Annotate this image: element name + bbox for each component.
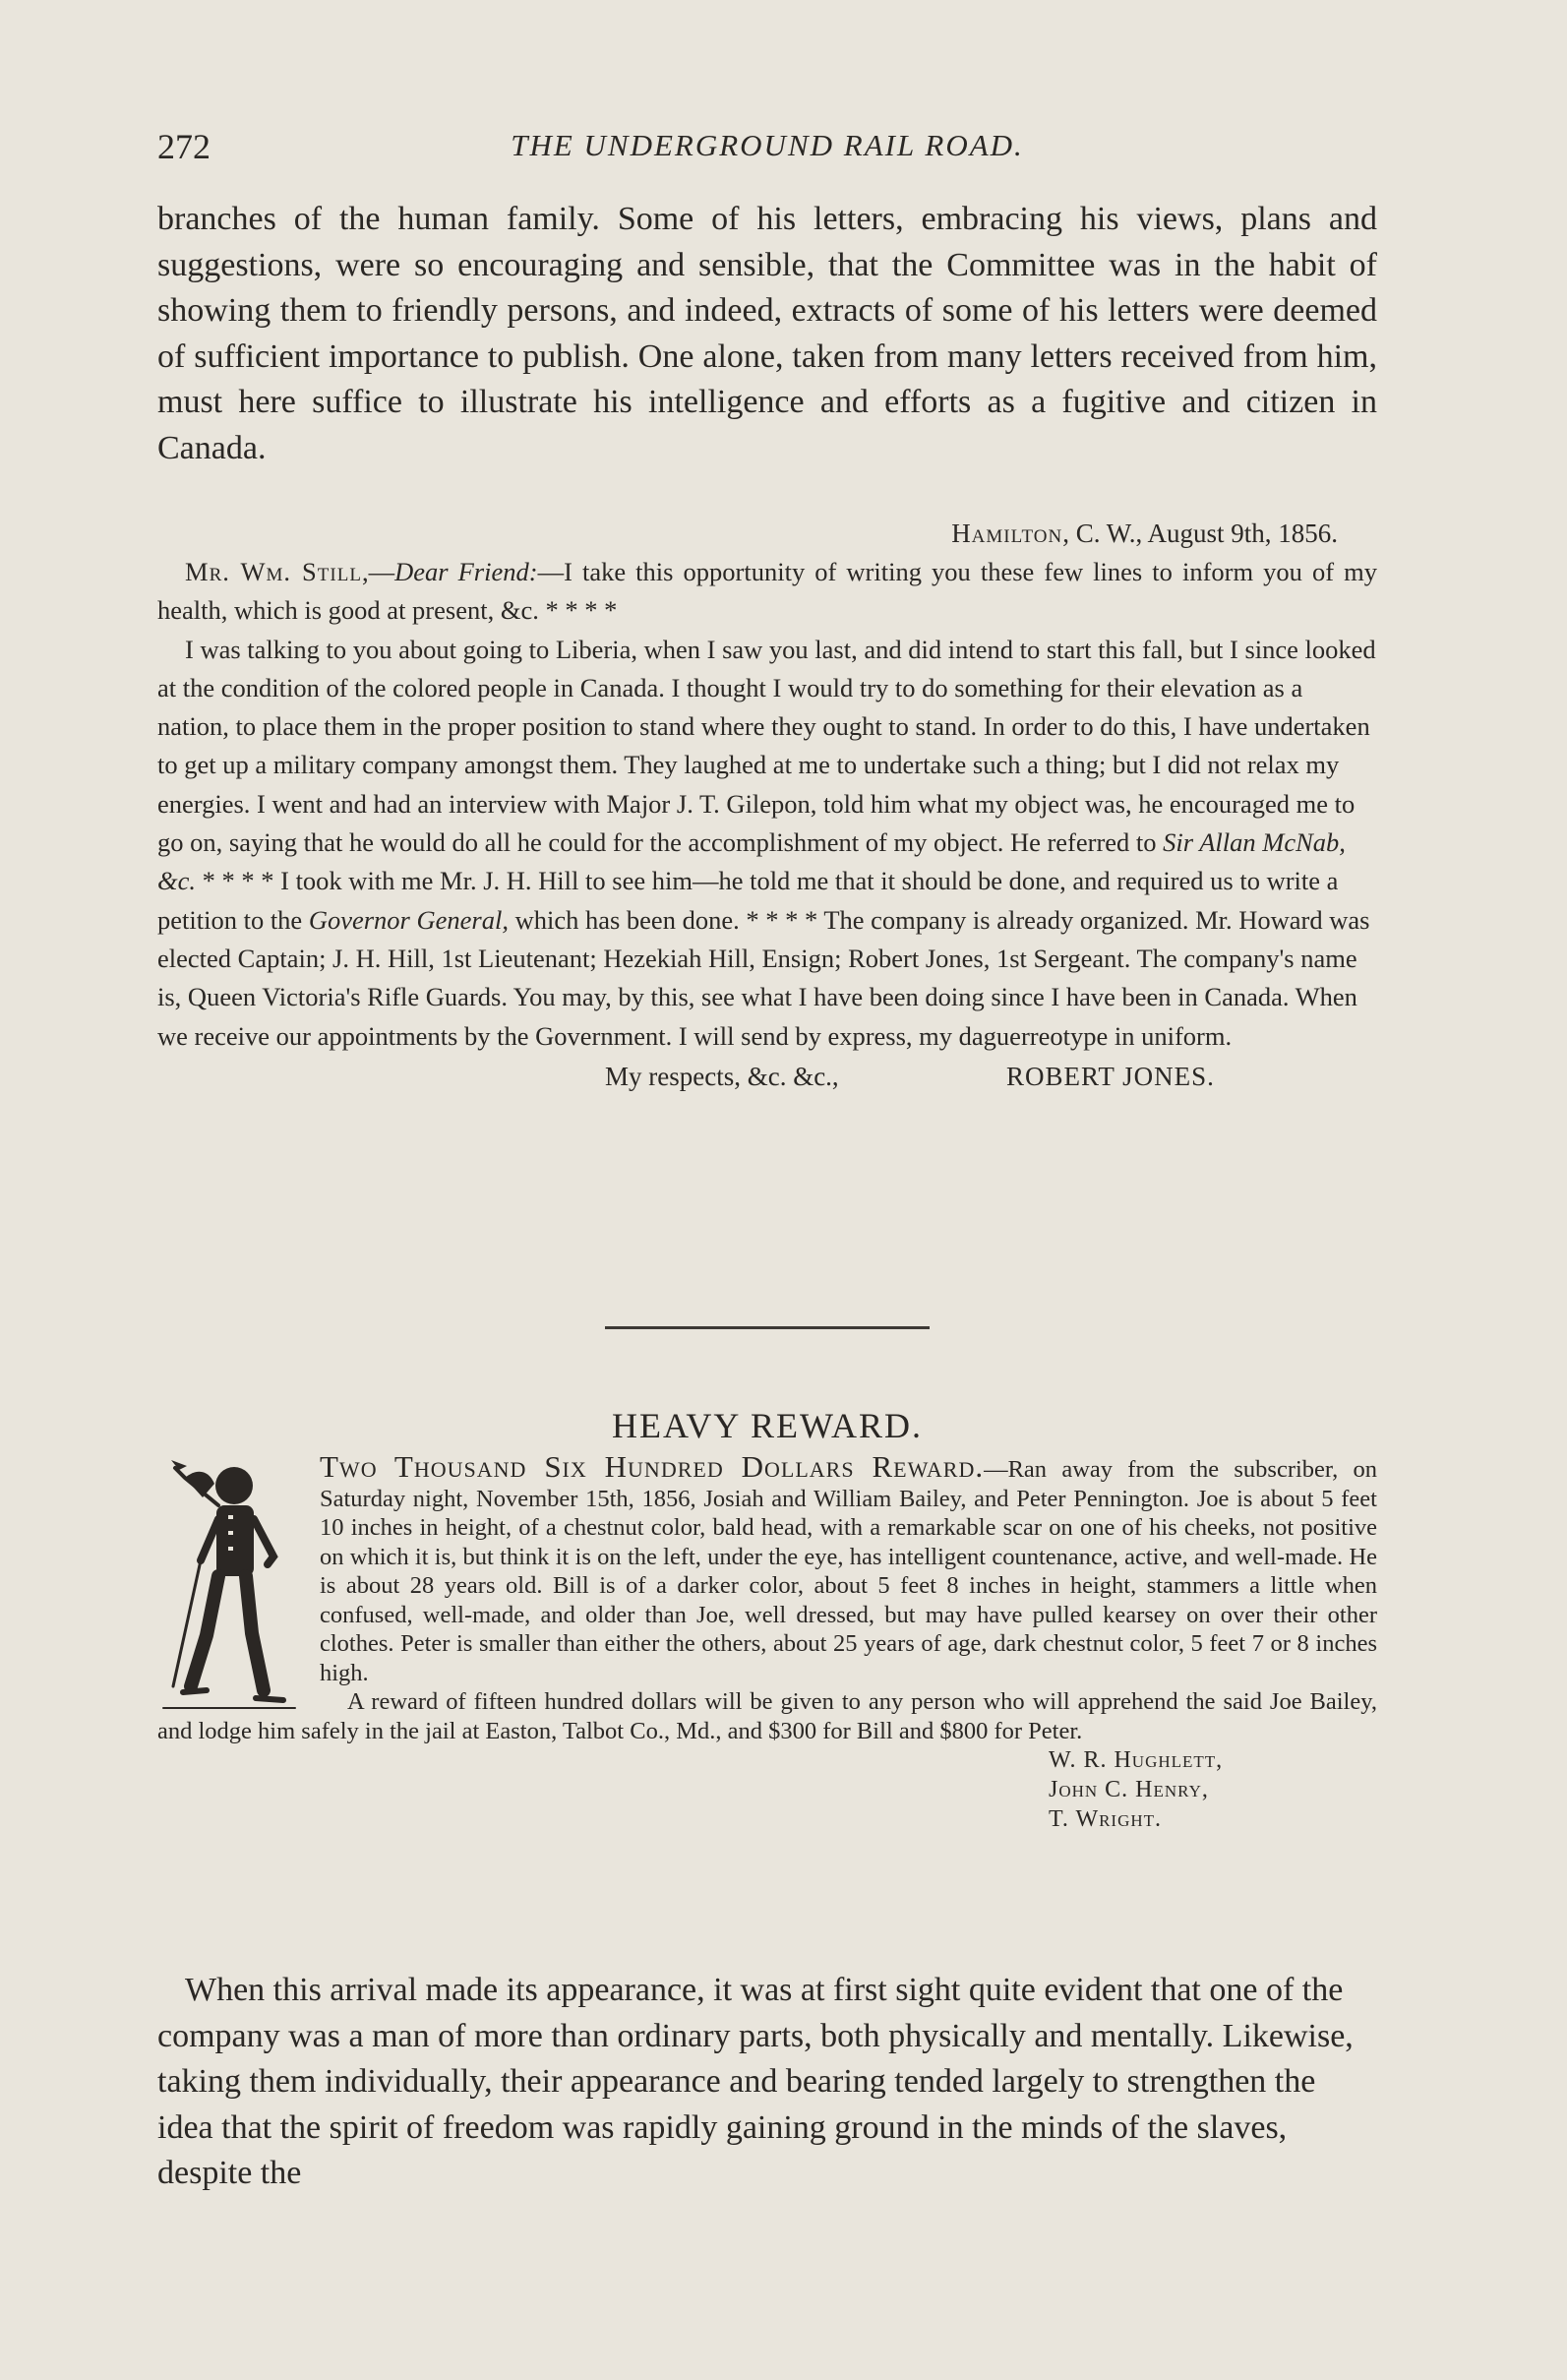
runaway-figure-icon — [157, 1458, 300, 1714]
letter-signature: ROBERT JONES. — [1006, 1061, 1215, 1091]
letter-paragraph-1: Mr. Wm. Still,—Dear Friend:—I take this opportunity of writing you these few lines to inform you of my health, which is good at present, &c. * * * * — [157, 557, 1377, 626]
letter-salutation: Dear Friend: — [394, 557, 538, 586]
signer: John C. Henry, — [1049, 1777, 1209, 1802]
closing-text: When this arrival made its appearance, it was at first sight quite evident that one of the company was a man of more than ordinary parts, both physically and mentally. Likewise, taking them individually, their appearance and bearing tended largely to strengthen the idea that the spirit of freedom was rapidly gaining ground in the minds of the slaves, despite the — [157, 1972, 1354, 2191]
running-title: THE UNDERGROUND RAIL ROAD. — [511, 128, 1024, 162]
intro-text: branches of the human family. Some of his letters, embracing his views, plans and suggestions, were so encouraging and sensible, that the Committee was in the habit of showing them to friendly persons, and indeed, extracts of some of his letters were deemed of sufficient importance to publish. One alone, taken from many letters received from him, must here suffice to illustrate his intelligence and efforts as a fugitive and citizen in Canada. — [157, 201, 1377, 466]
page-number: 272 — [157, 127, 211, 166]
letter-closing: My respects, &c. &c., — [605, 1061, 839, 1091]
letter-block — [157, 514, 1377, 1103]
closing-paragraph — [157, 1968, 1377, 2197]
running-head — [157, 126, 1377, 175]
letter-name-mcnab: Sir Allan McNab, &c. — [157, 827, 1346, 896]
section-divider — [605, 1326, 930, 1329]
letter-governor-general: Governor General, — [308, 904, 509, 935]
signer: T. Wright. — [1049, 1806, 1163, 1832]
advertisement-lead: Two Thousand Six Hundred Dollars Reward. — [320, 1449, 985, 1484]
signer: W. R. Hughlett, — [1049, 1747, 1224, 1773]
letter-salutation-name: Mr. Wm. Still — [185, 557, 362, 586]
intro-paragraph — [157, 197, 1377, 471]
advertisement-paragraph-2: A reward of fifteen hundred dollars will be given to any person who will apprehend the said Joe Bailey, and lodge him safely in the jail at Easton, Talbot Co., Md., and $300 for Bill and $800 for Peter. — [157, 1688, 1377, 1744]
advertisement-paragraph-1: Two Thousand Six Hundred Dollars Reward.—Ran away from the subscriber, on Saturday night, November 15th, 1856, Josiah and William Bailey, and Peter Pennington. Joe is about 5 feet 10 inches in height, of a chestnut color, bald head, with a remarkable scar on one of his cheeks, not positive on which it is, but think it is on the left, under the eye, has intelligent countenance, active, and well-made. He is about 28 years old. Bill is of a darker color, about 5 feet 8 inches in height, stammers a little when confused, well-made, and older than Joe, well dressed, but may have pulled kearsey on over their other clothes. Peter is smaller than either the others, about 25 years of age, dark chestnut color, 5 feet 7 or 8 inches high. — [320, 1449, 1377, 1686]
letter-paragraph-2: I was talking to you about going to Liberia, when I saw you last, and did intend to start this fall, but I since looked at the condition of the colored people in Canada. I thought I would try to do something for their elevation as a nation, to place them in the proper position to stand where they ought to stand. In order to do this, I have undertaken to get up a military company amongst them. They laughed at me to undertake such a thing; but I did not relax my energies. I went and had an interview with Major J. T. Gilepon, told him what my object was, he encouraged me to go on, saying that he would do all he could for the accomplishment of my object. He referred to Sir Allan McNab, &c. * * * * I took with me Mr. J. H. Hill to see him—he told me that it should be done, and required us to write a petition to the Governor General, which has been done. * * * * The company is already organized. Mr. Howard was elected Captain; J. H. Hill, 1st Lieutenant; Hezekiah Hill, Ensign; Robert Jones, 1st Sergeant. The company's name is, Queen Victoria's Rifle Guards. You may, by this, see what I have been doing since I have been in Canada. When we receive our appointments by the Government. I will send by express, my daguerreotype in uniform. — [157, 634, 1376, 1051]
letter-signature-line — [157, 1062, 1377, 1103]
letter-dateline — [157, 514, 1377, 553]
letter-date: , C. W., August 9th, 1856. — [1062, 519, 1338, 548]
advertisement-signers — [1049, 1745, 1377, 1834]
letter-place: Hamilton — [951, 519, 1063, 548]
advertisement-block — [157, 1449, 1377, 1834]
advertisement-heading: HEAVY REWARD. — [611, 1406, 923, 1445]
